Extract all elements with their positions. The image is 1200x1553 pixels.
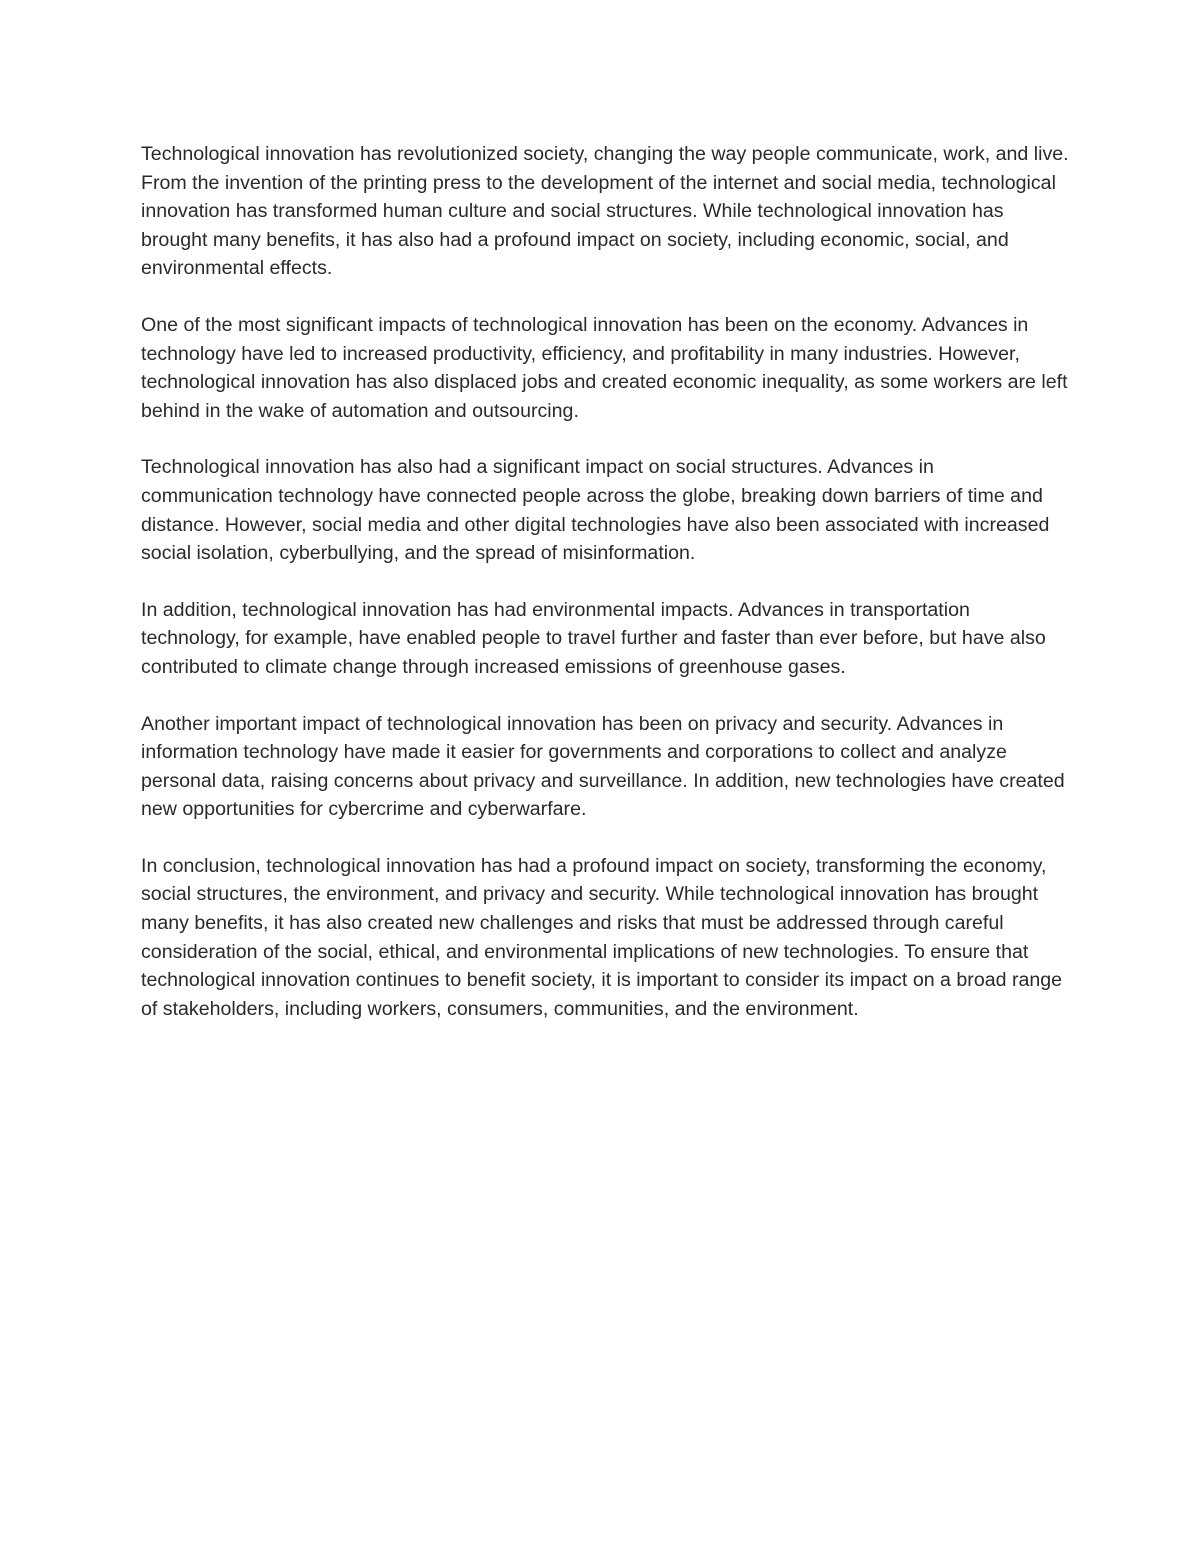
paragraph-social-structures: Technological innovation has also had a significant impact on social structures. Advances in communication technology have connected people across the globe, breaking down barriers of time and distance. However, social media and other digital technologies have also been associated with increased social isolation, cyberbullying, and the spread of misinformation. xyxy=(141,456,1050,565)
document-body xyxy=(141,140,1071,1051)
paragraph-conclusion: In conclusion, technological innovation has had a profound impact on society, transforming the economy, social structures, the environment, and privacy and security. While technological innovation has brought many benefits, it has also created new challenges and risks that must be addressed through careful consideration of the social, ethical, and environmental implications of new technologies. To ensure that technological innovation continues to benefit society, it is important to consider its impact on a broad range of stakeholders, including workers, consumers, communities, and the environment. xyxy=(141,854,1063,1020)
paragraph-privacy-security: Another important impact of technological innovation has been on privacy and security. Advances in information technology have made it easier for governments and corporations to collect and analyze personal data, raising concerns about privacy and surveillance. In addition, new technologies have created new opportunities for cybercrime and cyberwarfare. xyxy=(141,712,1065,821)
paragraph-intro: Technological innovation has revolutionized society, changing the way people communicate, work, and live. From the invention of the printing press to the development of the internet and social media, technological innovation has transformed human culture and social structures. While technological innovation has brought many benefits, it has also had a profound impact on society, including economic, social, and environmental effects. xyxy=(141,143,1069,280)
paragraph-environment: In addition, technological innovation has had environmental impacts. Advances in transportation technology, for example, have enabled people to travel further and faster than ever before, but have also contributed to climate change through increased emissions of greenhouse gases. xyxy=(141,598,1046,678)
paragraph-economy: One of the most significant impacts of technological innovation has been on the economy. Advances in technology have led to increased productivity, efficiency, and profitability in many industries. However, technological innovation has also displaced jobs and created economic inequality, as some workers are left behind in the wake of automation and outsourcing. xyxy=(141,313,1068,422)
